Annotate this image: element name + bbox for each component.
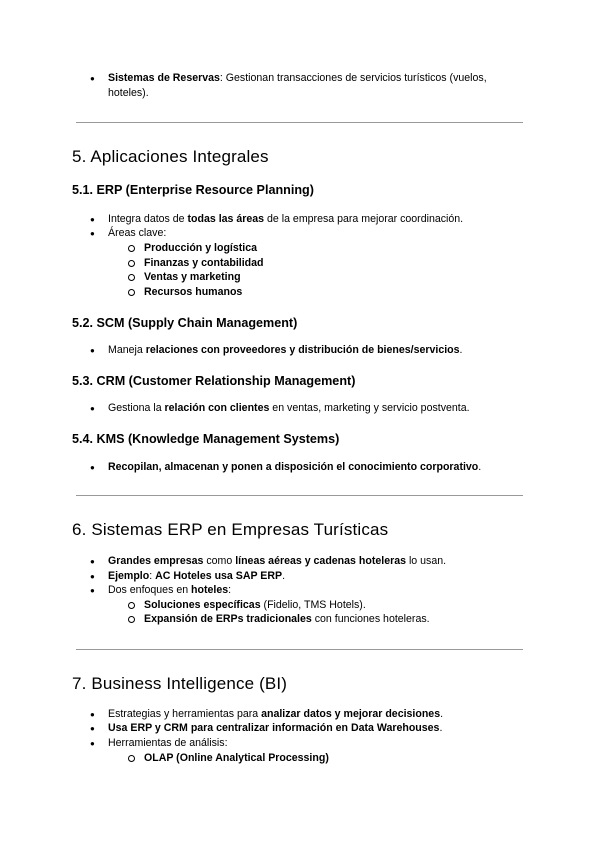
erp-heading: 5.1. ERP (Enterprise Resource Planning) (72, 183, 314, 197)
bullet-dot: ● (90, 586, 95, 595)
bullet-dot: ● (90, 724, 95, 733)
list-item: Áreas clave: (108, 227, 167, 239)
sublist-item: Soluciones específicas (Fidelio, TMS Hotels). (144, 599, 366, 611)
bullet-dot: ● (90, 404, 95, 413)
sublist-item: Ventas y marketing (144, 271, 241, 283)
bullet-dot: ● (90, 229, 95, 238)
bullet-dot: ● (90, 74, 95, 83)
bullet-circle (128, 289, 135, 296)
divider (76, 495, 523, 496)
list-item: Dos enfoques en hoteles: (108, 584, 232, 596)
list-item: Sistemas de Reservas: Gestionan transacciones de servicios turísticos (vuelos, (108, 72, 487, 84)
bullet-circle (128, 602, 135, 609)
list-item: Ejemplo: AC Hoteles usa SAP ERP. (108, 570, 286, 582)
bullet-circle (128, 260, 135, 267)
list-item: Herramientas de análisis: (108, 737, 228, 749)
bullet-circle (128, 274, 135, 281)
section-6-heading: 6. Sistemas ERP en Empresas Turísticas (72, 520, 389, 539)
scm-heading: 5.2. SCM (Supply Chain Management) (72, 316, 298, 330)
sublist-item: Recursos humanos (144, 286, 243, 298)
sublist-item: Producción y logística (144, 242, 258, 254)
bullet-dot: ● (90, 215, 95, 224)
list-item: Integra datos de todas las áreas de la empresa para mejorar coordinación. (108, 213, 464, 225)
bullet-dot: ● (90, 739, 95, 748)
list-item: Usa ERP y CRM para centralizar información en Data Warehouses. (108, 722, 443, 734)
bullet-dot: ● (90, 346, 95, 355)
bullet-dot: ● (90, 557, 95, 566)
sublist-item: OLAP (Online Analytical Processing) (144, 752, 329, 764)
section-5-heading: 5. Aplicaciones Integrales (72, 147, 269, 166)
divider (76, 122, 523, 123)
bullet-circle (128, 616, 135, 623)
bullet-circle (128, 755, 135, 762)
crm-heading: 5.3. CRM (Customer Relationship Management) (72, 374, 356, 388)
list-item: Maneja relaciones con proveedores y distribución de bienes/servicios. (108, 344, 463, 356)
list-item: Grandes empresas como líneas aéreas y cadenas hoteleras lo usan. (108, 555, 447, 567)
bullet-dot: ● (90, 710, 95, 719)
kms-heading: 5.4. KMS (Knowledge Management Systems) (72, 432, 340, 446)
list-item-continuation: hoteles). (108, 87, 149, 99)
list-item: Estrategias y herramientas para analizar datos y mejorar decisiones. (108, 708, 444, 720)
list-item: Recopilan, almacenan y ponen a disposición el conocimiento corporativo. (108, 461, 482, 473)
list-item: Gestiona la relación con clientes en ventas, marketing y servicio postventa. (108, 402, 470, 414)
bullet-dot: ● (90, 463, 95, 472)
bullet-circle (128, 245, 135, 252)
sublist-item: Expansión de ERPs tradicionales con funciones hoteleras. (144, 613, 430, 625)
section-7-heading: 7. Business Intelligence (BI) (72, 674, 288, 693)
divider (76, 649, 523, 650)
bullet-dot: ● (90, 572, 95, 581)
sublist-item: Finanzas y contabilidad (144, 257, 264, 269)
